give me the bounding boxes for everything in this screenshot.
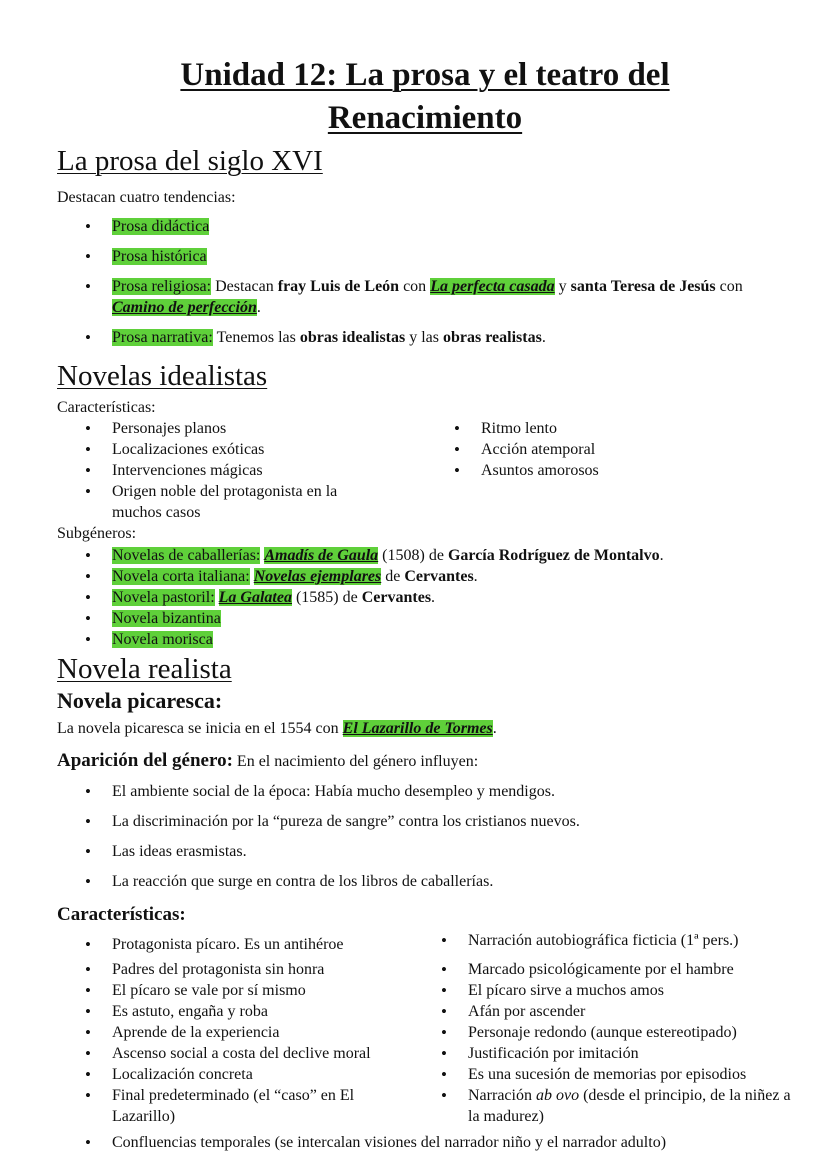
prosa-historica: Prosa histórica (112, 248, 207, 265)
list-item: • Personaje redondo (aunque estereotipado) (468, 1022, 737, 1043)
list-item: • Marcado psicológicamente por el hambre (468, 959, 734, 980)
list-item: • La reacción que surge en contra de los libros de caballerías. (112, 871, 493, 892)
list-item: • Padres del protagonista sin honra (112, 959, 324, 980)
list-item: • Prosa religiosa: Destacan fray Luis de León con La perfecta casada y santa Teresa de Jesús con Camino de perfección. (112, 276, 772, 318)
list-item: • Novela bizantina (112, 608, 221, 629)
list-item: • Ascenso social a costa del declive moral (112, 1043, 371, 1064)
list-item: • Confluencias temporales (se intercalan visiones del narrador niño y el narrador adulto) (112, 1132, 666, 1153)
book-title: Amadís de Gaula (264, 547, 379, 564)
list-item: • Personajes planos (112, 418, 226, 439)
title-line-1: Unidad 12: La prosa y el teatro del (180, 57, 670, 93)
list-item: • Justificación por imitación (468, 1043, 639, 1064)
heading-prosa-siglo-xvi: La prosa del siglo XVI (57, 145, 323, 177)
book-title: Novelas ejemplares (253, 568, 382, 585)
list-item: • Aprende de la experiencia (112, 1022, 279, 1043)
list-item: • Prosa narrativa: Tenemos las obras idealistas y las obras realistas. (112, 327, 546, 348)
list-item: • El ambiente social de la época: Había mucho desempleo y mendigos. (112, 781, 555, 802)
list-item: • Ritmo lento (481, 418, 557, 439)
book-title: El Lazarillo de Tormes (342, 720, 493, 737)
list-item: • Intervenciones mágicas (112, 460, 263, 481)
heading-novelas-idealistas: Novelas idealistas (57, 360, 268, 392)
list-item: • El pícaro se vale por sí mismo (112, 980, 306, 1001)
caracteristicas-label: Características: (57, 399, 156, 416)
book-title: La Galatea (218, 589, 292, 606)
heading-novela-picaresca: Novela picaresca: (57, 688, 223, 713)
list-item: • Las ideas erasmistas. (112, 841, 247, 862)
list-item: • Localización concreta (112, 1064, 253, 1085)
list-item: • Novelas de caballerías: Amadís de Gaula (1508) de García Rodríguez de Montalvo. (112, 545, 664, 566)
book-title: Camino de perfección (112, 299, 257, 316)
list-item: • La discriminación por la “pureza de sangre” contra los cristianos nuevos. (112, 811, 580, 832)
book-title: La perfecta casada (430, 278, 555, 295)
list-item: • Afán por ascender (468, 1001, 585, 1022)
list-item (112, 216, 209, 237)
list-item: • Narración autobiográfica ficticia (1ª pers.) (468, 930, 739, 951)
heading-caracteristicas: Características: (57, 904, 186, 925)
list-item: • Narración ab ovo (desde el principio, de la niñez a la madurez) (468, 1085, 798, 1127)
list-item: • Asuntos amorosos (481, 460, 599, 481)
list-item: • Localizaciones exóticas (112, 439, 264, 460)
list-item: • Novela corta italiana: Novelas ejemplares de Cervantes. (112, 566, 478, 587)
list-item: • Novela pastoril: La Galatea (1585) de Cervantes. (112, 587, 435, 608)
list-item: • Acción atemporal (481, 439, 595, 460)
picaresca-intro: La novela picaresca se inicia en el 1554 con El Lazarillo de Tormes. (57, 720, 497, 737)
aparicion-paragraph: Aparición del género: En el nacimiento del género influyen: (57, 750, 479, 771)
list-item: • Final predeterminado (el “caso” en El Lazarillo) (112, 1085, 412, 1127)
prosa-didactica: Prosa didáctica (112, 218, 210, 235)
list-item: • Origen noble del protagonista en la muchos casos (112, 481, 387, 523)
list-item: • Es astuto, engaña y roba (112, 1001, 268, 1022)
title-line-2: Renacimiento (327, 100, 523, 136)
list-item: • El pícaro sirve a muchos amos (468, 980, 664, 1001)
page-title (60, 54, 790, 140)
list-item: • Es una sucesión de memorias por episodios (468, 1064, 746, 1085)
subgeneros-label: Subgéneros: (57, 525, 137, 542)
list-item (112, 246, 207, 267)
prosa-intro: Destacan cuatro tendencias: (57, 189, 236, 206)
list-item: • Novela morisca (112, 629, 213, 650)
heading-novela-realista: Novela realista (57, 653, 232, 685)
list-item: • Protagonista pícaro. Es un antihéroe (112, 934, 344, 955)
